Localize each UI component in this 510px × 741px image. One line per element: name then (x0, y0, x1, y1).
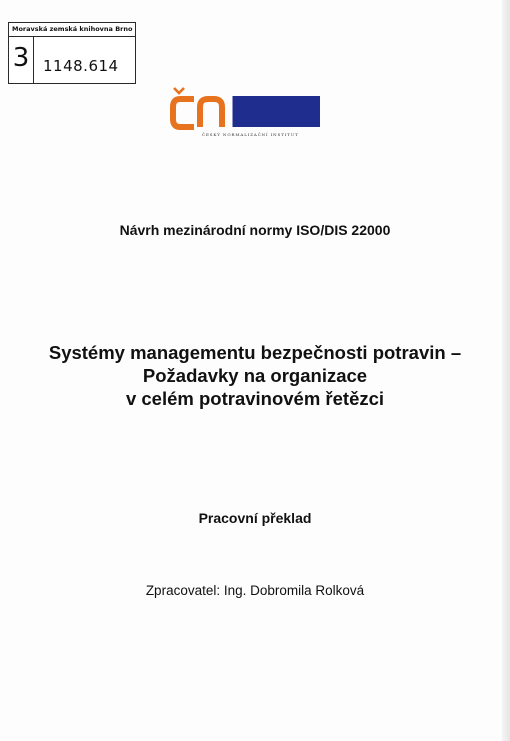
title-line: v celém potravinovém řetězci (125, 388, 385, 409)
stamp-inventory-number: 1148.614 (43, 57, 119, 75)
draft-standard-subtitle: Návrh mezinárodní normy ISO/DIS 22000 (119, 222, 391, 238)
cni-logo-icon (170, 86, 322, 132)
stamp-shelf-number: 3 (9, 36, 34, 83)
stamp-library-name: Moravská zemská knihovna Brno (9, 23, 135, 37)
working-translation-label: Pracovní překlad (198, 510, 312, 526)
title-line: Systémy managementu bezpečnosti potravin – (48, 342, 462, 363)
logo-caption: ČESKÝ NORMALIZAČNÍ INSTITUT (202, 132, 299, 137)
library-stamp (8, 22, 136, 84)
title-line: Požadavky na organizace (142, 365, 368, 386)
author-line: Zpracovatel: Ing. Dobromila Rolková (145, 583, 365, 598)
document-title (0, 341, 510, 410)
cni-logo (170, 86, 322, 142)
